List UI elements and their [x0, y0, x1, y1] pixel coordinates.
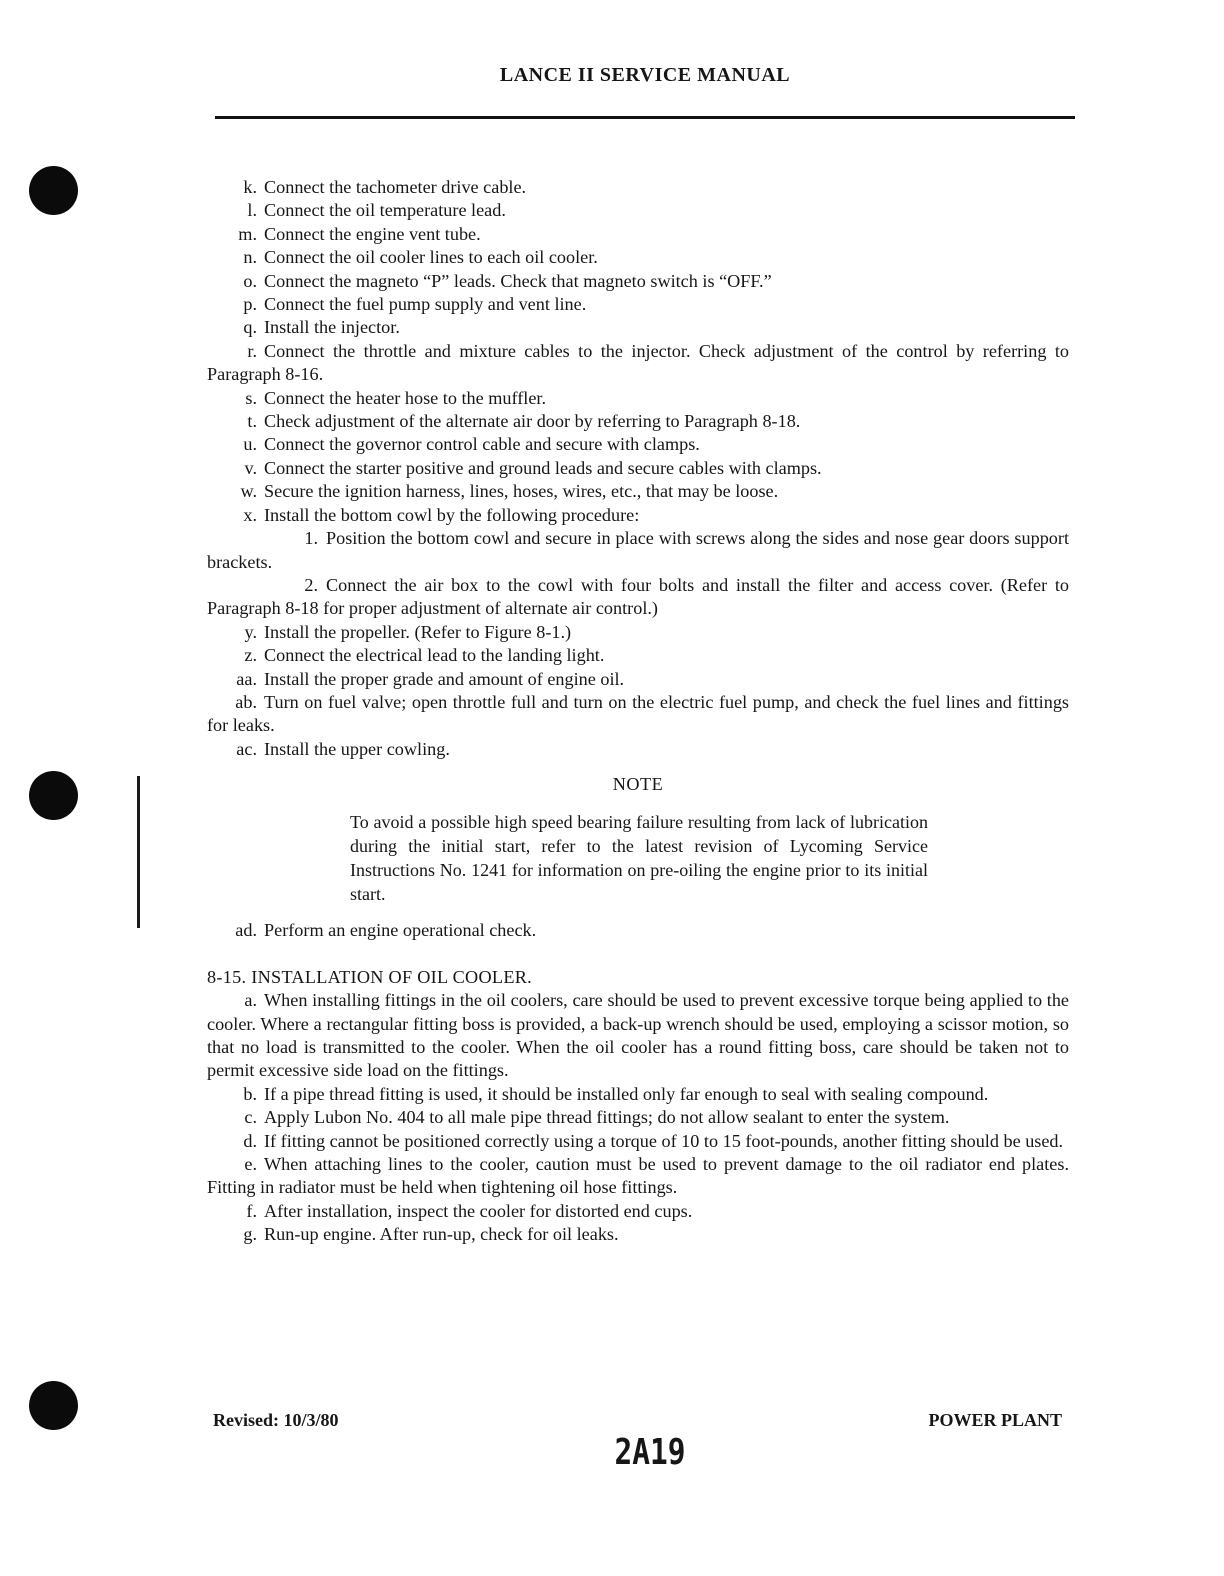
step-text: Install the upper cowling.: [264, 738, 450, 759]
step-text: Connect the governor control cable and secure with clamps.: [264, 434, 700, 455]
section-item-text: If fitting cannot be positioned correctly using a torque of 10 to 15 foot-pounds, another fitting should be used.: [264, 1130, 1064, 1151]
substep-label: 2.: [304, 574, 318, 595]
section-item-label: a.: [244, 990, 257, 1011]
section-item: [207, 1223, 1069, 1246]
binder-hole: [29, 1381, 78, 1430]
step-label: k.: [243, 177, 257, 197]
section-item: [207, 989, 1069, 1083]
step-text: Connect the magneto “P” leads. Check that magneto switch is “OFF.”: [264, 270, 772, 291]
step-text: Check adjustment of the alternate air door by referring to Paragraph 8-18.: [264, 411, 801, 432]
step-label: m.: [238, 223, 257, 244]
binder-hole: [29, 771, 78, 820]
step-item: [207, 199, 1069, 222]
section-item-text: Run-up engine. After run-up, check for oil leaks.: [264, 1224, 619, 1245]
step-label: l.: [247, 200, 257, 221]
step-text: Connect the throttle and mixture cables to the injector. Check adjustment of the control by referring to Paragraph 8-16.: [207, 340, 1069, 385]
step-text: Install the proper grade and amount of engine oil.: [264, 668, 625, 689]
step-text: Perform an engine operational check.: [264, 920, 537, 941]
step-item: [207, 410, 1069, 433]
step-item: [207, 223, 1069, 246]
revision-change-bar: [137, 776, 140, 928]
step-item: [207, 457, 1069, 480]
step-item: [207, 668, 1069, 691]
section-name: POWER PLANT: [928, 1410, 1062, 1430]
step-label: ab.: [235, 691, 257, 712]
note-title: NOTE: [612, 774, 664, 795]
step-text: Connect the engine vent tube.: [264, 223, 481, 244]
step-item: [207, 387, 1069, 410]
step-label: s.: [245, 387, 257, 408]
step-label: t.: [247, 411, 257, 432]
substep-item: [207, 527, 1069, 574]
step-label: u.: [243, 434, 257, 455]
step-text: Connect the starter positive and ground leads and secure cables with clamps.: [264, 457, 822, 478]
step-label: aa.: [236, 668, 257, 689]
section-item: [207, 1106, 1069, 1129]
section-item-text: If a pipe thread fitting is used, it should be installed only far enough to seal with sealing compound.: [264, 1083, 989, 1104]
step-text: Install the injector.: [264, 317, 400, 338]
step-label: v.: [244, 457, 257, 478]
step-item: [207, 691, 1069, 738]
section-item-label: f.: [246, 1200, 257, 1221]
section-item: [207, 1200, 1069, 1223]
header-rule: [215, 116, 1075, 119]
page-content: [207, 176, 1069, 1247]
step-label: w.: [240, 481, 257, 502]
step-item: [207, 176, 1069, 199]
step-text: Connect the tachometer drive cable.: [264, 177, 527, 197]
step-text: Install the bottom cowl by the following procedure:: [264, 504, 640, 525]
microfiche-grid-number: 2A19: [614, 1432, 686, 1473]
step-text: Turn on fuel valve; open throttle full and turn on the electric fuel pump, and check the fuel lines and fittings for leaks.: [207, 691, 1069, 736]
note-body: To avoid a possible high speed bearing failure resulting from lack of lubrication during the initial start, refer to the latest revision of Lycoming Service Instructions No. 1241 for information on pre-oiling the engine prior to its initial start.: [350, 811, 928, 905]
manual-title: LANCE II SERVICE MANUAL: [499, 64, 791, 86]
substep-text: Connect the air box to the cowl with four bolts and install the filter and access cover. (Refer to Paragraph 8-18 for proper adjustment of alternate air control.): [207, 574, 1069, 619]
step-label: ac.: [236, 738, 257, 759]
step-item: [207, 433, 1069, 456]
step-item: [207, 246, 1069, 269]
step-label: n.: [243, 247, 257, 268]
step-item: [207, 293, 1069, 316]
section-item-text: After installation, inspect the cooler for distorted end cups.: [264, 1200, 693, 1221]
section-item-label: b.: [243, 1083, 257, 1104]
substep-item: [207, 574, 1069, 621]
revision-date: Revised: 10/3/80: [213, 1410, 339, 1430]
step-item: [207, 644, 1069, 667]
step-item: [207, 621, 1069, 644]
step-text: Connect the oil cooler lines to each oil cooler.: [264, 247, 598, 268]
substep-label: 1.: [304, 528, 318, 549]
step-item: [207, 340, 1069, 387]
substep-text: Position the bottom cowl and secure in place with screws along the sides and nose gear doors support brackets.: [207, 528, 1069, 572]
step-label: x.: [243, 504, 257, 525]
step-item: [207, 270, 1069, 293]
section-heading: 8-15. INSTALLATION OF OIL COOLER.: [207, 966, 533, 987]
step-label: z.: [244, 645, 257, 666]
step-item: [207, 919, 1069, 942]
step-text: Secure the ignition harness, lines, hoses, wires, etc., that may be loose.: [264, 481, 779, 502]
section-item: [207, 1083, 1069, 1106]
step-label: o.: [243, 270, 257, 291]
section-item-text: Apply Lubon No. 404 to all male pipe thread fittings; do not allow sealant to enter the system.: [264, 1107, 950, 1128]
step-text: Connect the fuel pump supply and vent line.: [264, 294, 587, 315]
step-label: q.: [243, 317, 257, 338]
section-item-label: e.: [244, 1154, 257, 1175]
step-item: [207, 738, 1069, 761]
section-item: [207, 1130, 1069, 1153]
step-item: [207, 480, 1069, 503]
section-item-label: g.: [243, 1224, 257, 1245]
step-label: p.: [243, 294, 257, 315]
step-text: Connect the electrical lead to the landing light.: [264, 645, 605, 666]
section-item: [207, 1153, 1069, 1200]
section-item-label: c.: [244, 1107, 257, 1128]
section-item-text: When attaching lines to the cooler, caution must be used to prevent damage to the oil radiator end plates. Fitting in radiator must be held when tightening oil hose fittings.: [207, 1154, 1069, 1198]
step-label: r.: [247, 340, 257, 361]
step-item: [207, 504, 1069, 527]
step-text: Connect the heater hose to the muffler.: [264, 387, 546, 408]
step-label: y.: [244, 621, 257, 642]
section-item-label: d.: [243, 1130, 257, 1151]
step-label: ad.: [235, 920, 257, 941]
step-text: Connect the oil temperature lead.: [264, 200, 506, 221]
binder-hole: [29, 166, 78, 215]
step-item: [207, 316, 1069, 339]
step-text: Install the propeller. (Refer to Figure 8-1.): [264, 621, 572, 642]
section-item-text: When installing fittings in the oil coolers, care should be used to prevent excessive torque being applied to the cooler. Where a rectangular fitting boss is provided, a back-up wrench should be used, employing a scissor motion, so that no load is transmitted to the cooler. When the oil cooler has a round fitting boss, care should be taken not to permit excessive side load on the fittings.: [207, 990, 1069, 1081]
